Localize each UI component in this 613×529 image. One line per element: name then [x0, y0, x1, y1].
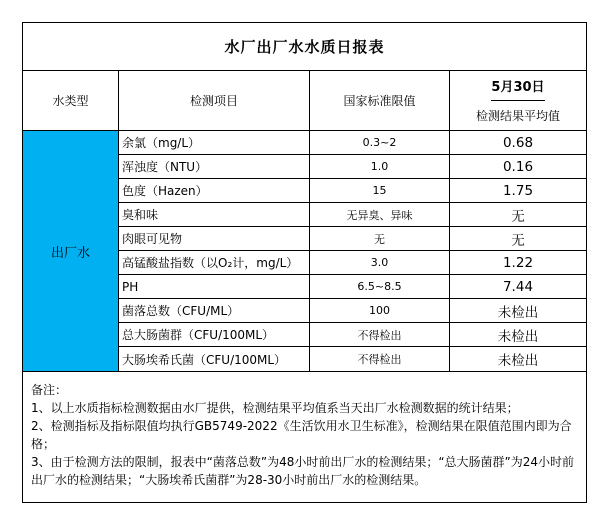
row-result-value: 无 — [511, 232, 525, 249]
row-item-label: 余氯（mg/L） — [119, 131, 310, 154]
row-item-label: 浑浊度（NTU） — [119, 155, 310, 178]
header-water-type: 水类型 — [23, 71, 119, 130]
row-result-value: 未检出 — [497, 353, 539, 369]
table-header — [23, 71, 586, 131]
row-result-value: 7.44 — [502, 278, 534, 295]
notes-section — [23, 372, 586, 502]
water-type-cell: 出厂水 — [23, 131, 119, 371]
table-body — [23, 131, 586, 372]
data-rows — [119, 131, 586, 371]
row-item-label: 菌落总数（CFU/ML） — [119, 299, 310, 322]
table-row — [119, 203, 586, 227]
header-date-result — [450, 71, 586, 130]
table-row — [119, 155, 586, 179]
row-standard-limit: 1.0 — [310, 155, 450, 178]
notes-label: 备注： — [31, 383, 68, 397]
row-item-label: 色度（Hazen） — [119, 179, 310, 202]
row-item-label: 臭和味 — [119, 203, 310, 226]
note-line: 3、由于检测方法的限制，报表中“菌落总数”为48小时前出厂水的检测结果；“总大肠菌群”为24小时前出厂水的检测结果；“大肠埃希氏菌群”为28-30小时前出厂水的检测结果。 — [31, 455, 575, 487]
row-standard-limit: 不得检出 — [310, 323, 450, 346]
report-title: 水厂出厂水水质日报表 — [23, 23, 586, 71]
table-row — [119, 179, 586, 203]
table-row — [119, 347, 586, 371]
row-standard-limit: 15 — [310, 179, 450, 202]
table-row — [119, 131, 586, 155]
row-item-label: 总大肠菌群（CFU/100ML） — [119, 323, 310, 346]
header-result-average: 检测结果平均值 — [475, 109, 560, 123]
row-item-label: 高锰酸盐指数（以O₂计，mg/L） — [119, 251, 310, 274]
row-standard-limit: 100 — [310, 299, 450, 322]
header-date: 5月30日 — [491, 71, 544, 101]
note-lines — [31, 399, 578, 489]
row-result-value: 0.16 — [502, 158, 534, 175]
row-standard-limit: 无 — [310, 227, 450, 250]
row-standard-limit: 不得检出 — [310, 347, 450, 371]
row-item-label: 大肠埃希氏菌（CFU/100ML） — [119, 347, 310, 371]
row-standard-limit: 3.0 — [310, 251, 450, 274]
header-test-item: 检测项目 — [119, 71, 310, 130]
water-quality-report-table — [22, 22, 587, 503]
table-row — [119, 275, 586, 299]
table-row — [119, 251, 586, 275]
header-national-standard: 国家标准限值 — [310, 71, 450, 130]
row-result-value: 未检出 — [497, 328, 539, 345]
table-row — [119, 227, 586, 251]
row-result-value: 1.75 — [502, 182, 534, 199]
row-standard-limit: 无异臭、异味 — [310, 203, 450, 226]
row-standard-limit: 0.3~2 — [310, 131, 450, 154]
row-result-value: 1.22 — [502, 254, 534, 271]
note-line: 1、以上水质指标检测数据由水厂提供，检测结果平均值系当天出厂水检测数据的统计结果； — [31, 401, 519, 415]
table-row — [119, 299, 586, 323]
row-result-value: 未检出 — [497, 304, 539, 321]
table-row — [119, 323, 586, 347]
row-item-label: PH — [119, 275, 310, 298]
row-item-label: 肉眼可见物 — [119, 227, 310, 250]
note-line: 2、检测指标及指标限值均执行GB5749-2022《生活饮用水卫生标准》，检测结果在限值范围内即为合格； — [31, 419, 572, 451]
row-result-value: 0.68 — [502, 134, 534, 151]
row-result-value: 无 — [511, 208, 525, 225]
row-standard-limit: 6.5~8.5 — [310, 275, 450, 298]
